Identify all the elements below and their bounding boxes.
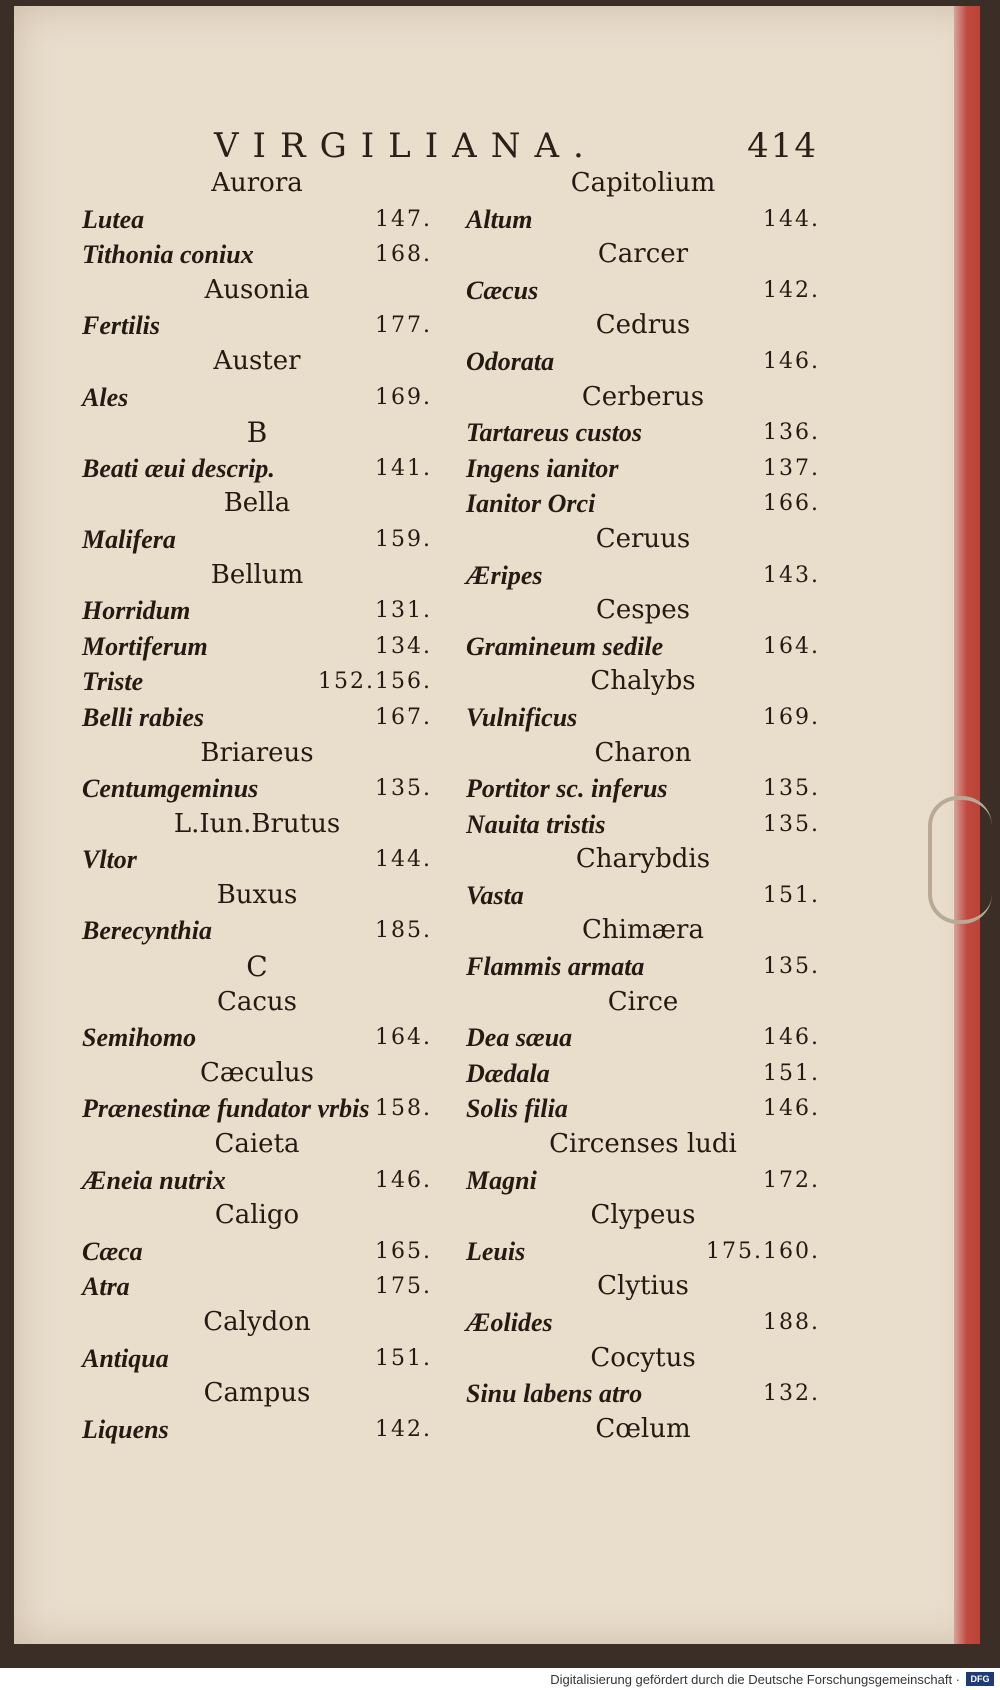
- index-headword: Charybdis: [575, 844, 711, 875]
- entry-epithet: Belli rabies: [82, 702, 205, 732]
- entry-epithet: Nauita tristis: [466, 809, 606, 839]
- entry-epithet: Ianitor Orci: [466, 489, 596, 519]
- entry-epithet: Vulnificus: [466, 702, 578, 732]
- index-entry: [82, 842, 432, 878]
- entry-page-ref: 147.: [375, 206, 432, 232]
- index-entry: [82, 771, 432, 807]
- entry-page-ref: 151.: [763, 882, 820, 908]
- entry-epithet: Ingens ianitor: [466, 453, 619, 483]
- entry-epithet: Magni: [466, 1165, 537, 1195]
- entry-epithet: Vltor: [82, 845, 137, 875]
- entry-page-ref: 169.: [763, 704, 820, 730]
- index-entry: [82, 913, 432, 949]
- entry-page-ref: 143.: [763, 562, 820, 588]
- index-headword: Clytius: [597, 1271, 689, 1302]
- index-entry: [82, 1163, 432, 1199]
- footer-credit: Digitalisierung gefördert durch die Deutsche Forschungsgemeinschaft ·: [550, 1672, 960, 1687]
- index-headword: Capitolium: [570, 168, 716, 198]
- entry-epithet: Cæca: [82, 1236, 143, 1266]
- index-entry: [82, 380, 432, 416]
- index-entry: [466, 1376, 820, 1412]
- index-entry: [82, 664, 432, 700]
- index-entry: [82, 1234, 432, 1270]
- metal-clasp: [928, 796, 992, 924]
- index-entry: [82, 700, 432, 736]
- index-entry: [466, 1056, 820, 1092]
- entry-page-ref: 144.: [763, 206, 820, 232]
- index-headword: Bella: [223, 488, 291, 519]
- index-entry: [466, 771, 820, 807]
- left-index-column: [82, 166, 432, 1447]
- entry-page-ref: 146.: [375, 1167, 432, 1193]
- section-letter: C: [246, 950, 268, 984]
- entry-epithet: Antiqua: [82, 1343, 169, 1373]
- index-headword: Auster: [213, 345, 301, 376]
- index-entry: [466, 1020, 820, 1056]
- entry-epithet: Tithonia coniux: [82, 240, 254, 270]
- index-entry: [466, 344, 820, 380]
- index-headword: Cœlum: [595, 1413, 691, 1444]
- entry-epithet: Fertilis: [82, 311, 161, 341]
- entry-epithet: Altum: [466, 204, 533, 234]
- entry-epithet: Semihomo: [82, 1023, 197, 1053]
- index-headword: Cacus: [216, 986, 298, 1017]
- entry-page-ref: 177.: [375, 313, 432, 339]
- index-entry: [82, 1269, 432, 1305]
- entry-epithet: Ales: [82, 382, 129, 412]
- entry-page-ref: 159.: [375, 526, 432, 552]
- entry-page-ref: 135.: [375, 776, 432, 802]
- entry-epithet: Æneia nutrix: [82, 1165, 226, 1195]
- entry-page-ref: 132.: [763, 1381, 820, 1407]
- index-entry: [466, 451, 820, 487]
- entry-page-ref: 151.: [375, 1345, 432, 1371]
- index-headword: Cedrus: [595, 310, 691, 341]
- index-entry: [82, 202, 432, 238]
- entry-epithet: Atra: [82, 1272, 130, 1302]
- index-entry: [466, 807, 820, 843]
- index-entry: [466, 202, 820, 238]
- index-entry: [466, 700, 820, 736]
- index-headword: Calydon: [203, 1307, 311, 1337]
- index-entry: [82, 451, 432, 487]
- entry-epithet: Cæcus: [466, 275, 539, 305]
- entry-page-ref: 142.: [763, 277, 820, 303]
- digitization-footer: [0, 1668, 1000, 1690]
- index-entry: [82, 593, 432, 629]
- entry-epithet: Portitor sc. inferus: [466, 774, 668, 804]
- entry-page-ref: 135.: [763, 954, 820, 980]
- entry-epithet: Beati æui descrip.: [82, 453, 275, 483]
- entry-page-ref: 135.: [763, 811, 820, 837]
- index-headword: Charon: [594, 737, 692, 768]
- entry-page-ref: 169.: [375, 384, 432, 410]
- entry-page-ref: 134.: [375, 633, 432, 659]
- index-entry: [466, 415, 820, 451]
- entry-page-ref: 158.: [375, 1096, 432, 1122]
- index-entry: [82, 1341, 432, 1377]
- entry-epithet: Vasta: [466, 880, 524, 910]
- entry-page-ref: 141.: [375, 455, 432, 481]
- entry-page-ref: 131.: [375, 598, 432, 624]
- index-headword: Ausonia: [204, 274, 310, 305]
- entry-epithet: Tartareus custos: [466, 418, 643, 448]
- index-headword: Circe: [607, 986, 679, 1017]
- index-entry: [466, 949, 820, 985]
- entry-epithet: Triste: [82, 667, 144, 697]
- index-entry: [82, 629, 432, 665]
- index-headword: Chalybs: [590, 666, 696, 697]
- entry-epithet: Berecynthia: [82, 916, 212, 946]
- entry-epithet: Liquens: [82, 1414, 169, 1444]
- index-headword: Chimæra: [582, 915, 704, 946]
- entry-page-ref: 172.: [763, 1167, 820, 1193]
- index-headword: Bellum: [210, 559, 304, 590]
- index-headword: Carcer: [597, 239, 689, 270]
- index-entry: [82, 1020, 432, 1056]
- index-headword: Campus: [203, 1378, 311, 1409]
- right-index-column: [466, 166, 820, 1447]
- entry-page-ref: 136.: [763, 420, 820, 446]
- entry-epithet: Prænestinæ fundator vrbis: [82, 1094, 370, 1124]
- index-entry: [82, 308, 432, 344]
- entry-epithet: Dædala: [466, 1058, 550, 1088]
- entry-page-ref: 144.: [375, 847, 432, 873]
- entry-page-ref: 142.: [375, 1416, 432, 1442]
- entry-page-ref: 146.: [763, 1025, 820, 1051]
- section-letter: B: [246, 416, 268, 450]
- entry-page-ref: 135.: [763, 776, 820, 802]
- entry-page-ref: 166.: [763, 491, 820, 517]
- index-entry: [466, 629, 820, 665]
- running-header: [214, 126, 834, 166]
- index-entry: [466, 1305, 820, 1341]
- index-headword: Circenses ludi: [549, 1129, 737, 1160]
- entry-epithet: Odorata: [466, 346, 555, 376]
- entry-page-ref: 146.: [763, 1096, 820, 1122]
- index-headword: Aurora: [211, 168, 303, 198]
- entry-epithet: Æripes: [466, 560, 543, 590]
- index-entry: [82, 237, 432, 273]
- entry-page-ref: 175.: [375, 1274, 432, 1300]
- index-entry: [466, 273, 820, 309]
- dfg-logo: DFG: [966, 1672, 994, 1686]
- index-entry: [466, 1234, 820, 1270]
- index-entry: [466, 558, 820, 594]
- page: [14, 6, 980, 1644]
- entry-epithet: Æolides: [466, 1308, 553, 1337]
- index-entry: [466, 1091, 820, 1127]
- entry-epithet: Flammis armata: [466, 952, 645, 982]
- entry-epithet: Lutea: [82, 204, 145, 234]
- index-headword: Cæculus: [199, 1057, 315, 1088]
- entry-epithet: Centumgeminus: [82, 774, 259, 804]
- index-headword: Cespes: [596, 595, 690, 626]
- entry-epithet: Solis filia: [466, 1094, 568, 1124]
- entry-epithet: Dea sæua: [466, 1023, 573, 1053]
- index-headword: Buxus: [216, 879, 298, 910]
- index-headword: Ceruus: [595, 523, 691, 554]
- index-headword: Briareus: [200, 737, 314, 768]
- index-headword: Caligo: [214, 1200, 300, 1231]
- index-entry: [466, 1163, 820, 1199]
- entry-page-ref: 175.160.: [706, 1238, 820, 1264]
- entry-epithet: Leuis: [466, 1236, 526, 1266]
- entry-page-ref: 168.: [375, 242, 432, 268]
- header-title: VIRGILIANA.: [214, 126, 598, 166]
- entry-page-ref: 188.: [763, 1310, 820, 1335]
- entry-page-ref: 151.: [763, 1060, 820, 1086]
- index-headword: L.Iun.Brutus: [173, 808, 341, 839]
- entry-page-ref: 146.: [763, 348, 820, 374]
- index-headword: Caieta: [214, 1129, 300, 1160]
- entry-page-ref: 137.: [763, 455, 820, 481]
- entry-epithet: Sinu labens atro: [466, 1379, 643, 1409]
- index-entry: [466, 486, 820, 522]
- entry-epithet: Malifera: [82, 524, 176, 554]
- entry-page-ref: 165.: [375, 1238, 432, 1264]
- index-headword: Cocytus: [590, 1342, 696, 1373]
- index-entry: [82, 1091, 432, 1127]
- index-entry: [82, 522, 432, 558]
- entry-epithet: Mortiferum: [82, 631, 208, 661]
- index-headword: Cerberus: [581, 381, 705, 412]
- index-entry: [82, 1412, 432, 1448]
- entry-page-ref: 164.: [375, 1025, 432, 1051]
- index-headword: Clypeus: [590, 1200, 696, 1231]
- index-entry: [466, 878, 820, 914]
- entry-epithet: Horridum: [82, 596, 191, 626]
- entry-page-ref: 167.: [375, 704, 432, 730]
- entry-page-ref: 164.: [763, 633, 820, 659]
- entry-page-ref: 152.156.: [318, 669, 432, 695]
- page-number: 414: [747, 126, 818, 166]
- entry-page-ref: 185.: [375, 918, 432, 944]
- entry-epithet: Gramineum sedile: [466, 631, 664, 661]
